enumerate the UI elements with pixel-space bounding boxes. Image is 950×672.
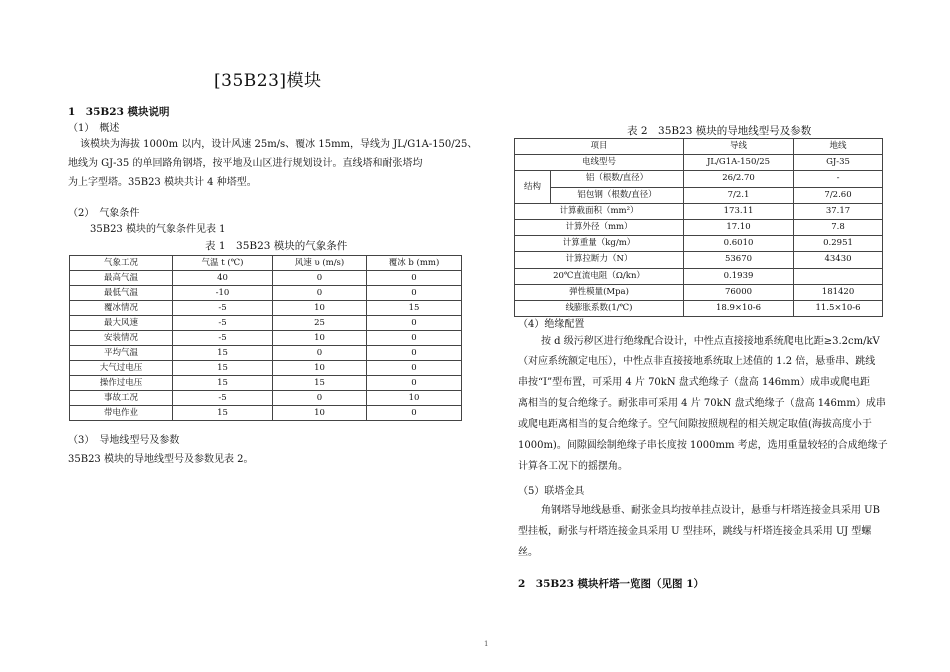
table-cell: 181420: [794, 284, 883, 300]
table-cell: 铝包钢（根数/直径）: [551, 187, 684, 203]
table-cell: 7.8: [794, 220, 883, 236]
conductor-table: [514, 138, 883, 317]
table-row: [515, 155, 883, 171]
insulation-line-2: （对应系统额定电压），中性点非直接接地系统取上述值的 1.2 倍，悬垂串、跳线: [518, 356, 876, 367]
table-cell: 事故工况: [70, 391, 173, 406]
table-cell: 173.11: [684, 203, 794, 219]
table-cell: 10: [273, 331, 367, 346]
table-cell: 线膨胀系数(1/℃): [515, 301, 684, 317]
section-1-4-label: （4）绝缘配置: [518, 319, 585, 330]
table-cell: 0: [367, 286, 462, 301]
table-cell: 计算外径（mm）: [515, 220, 684, 236]
table1-caption: 表 1 35B23 模块的气象条件: [205, 240, 348, 252]
section-1-1-label: （1） 概述: [68, 123, 120, 134]
weather-table: [69, 255, 462, 421]
section-1-3-label: （3） 导地线型号及参数: [68, 435, 180, 446]
table-cell: 0: [367, 361, 462, 376]
table-cell: 43430: [794, 252, 883, 268]
table-cell: 计算重量（kg/m）: [515, 236, 684, 252]
table-row: [515, 252, 883, 268]
table-cell: -: [794, 171, 883, 187]
table-row: [70, 376, 462, 391]
table-header-row: [515, 139, 883, 155]
table-row: [70, 346, 462, 361]
table-header-cell: 导线: [684, 139, 794, 155]
table-cell: 带电作业: [70, 406, 173, 421]
table-cell: 0: [273, 286, 367, 301]
table-cell: 操作过电压: [70, 376, 173, 391]
table-cell: 最低气温: [70, 286, 173, 301]
insulation-line-5: 或爬电距离相当的复合绝缘子。空气间隙按照规程的相关规定取值(海拔高度小于: [518, 419, 872, 430]
table-cell: 15: [173, 406, 273, 421]
table-cell: 11.5×10-6: [794, 301, 883, 317]
table-cell: JL/G1A-150/25: [684, 155, 794, 171]
table-header-cell: 风速 υ (m/s): [273, 256, 367, 271]
overview-line-2: 地线为 GJ-35 的单回路角钢塔，按平地及山区进行规划设计。直线塔和耐张塔均: [68, 158, 423, 169]
overview-line-3: 为上字型塔。35B23 模块共计 4 种塔型。: [68, 177, 257, 188]
table-cell: 10: [273, 406, 367, 421]
table-row: [70, 406, 462, 421]
fittings-line-1: 角钢塔导地线悬垂、耐张金具均按单挂点设计，悬垂与杆塔连接金具采用 UB: [541, 505, 880, 516]
table-cell: 15: [173, 376, 273, 391]
table-cell: GJ-35: [794, 155, 883, 171]
table-cell: 7/2.1: [684, 187, 794, 203]
table-header-cell: 覆冰 b (mm): [367, 256, 462, 271]
table-cell: 计算拉断力（N）: [515, 252, 684, 268]
overview-line-1: 该模块为海拔 1000m 以内，设计风速 25m/s、覆冰 15mm，导线为 JL/G1A-150/25、: [80, 139, 478, 150]
table-row: [515, 236, 883, 252]
weather-intro: 35B23 模块的气象条件见表 1: [90, 224, 226, 235]
insulation-line-6: 1000m)。间隙圆绘制绝缘子串长度按 1000mm 考虑，选用重量较轻的合成绝缘子: [518, 440, 888, 451]
table-cell: 15: [273, 376, 367, 391]
table-cell: -5: [173, 316, 273, 331]
table-header-cell: 气象工况: [70, 256, 173, 271]
table-row: [70, 391, 462, 406]
insulation-line-1: 按 d 级污秽区进行绝缘配合设计，中性点直接接地系统爬电比距≥3.2cm/kV: [541, 336, 880, 347]
table-row: [515, 187, 883, 203]
table-cell: 37.17: [794, 203, 883, 219]
table-cell: 0: [367, 406, 462, 421]
table-cell: 76000: [684, 284, 794, 300]
table-cell: 0.2951: [794, 236, 883, 252]
table-cell: 0: [367, 271, 462, 286]
fittings-line-3: 丝。: [518, 547, 538, 558]
section-1-5-label: （5）联塔金具: [518, 486, 585, 497]
table-cell: 0: [273, 391, 367, 406]
table-cell: 10: [273, 361, 367, 376]
table-cell: 15: [173, 361, 273, 376]
table-row: [515, 203, 883, 219]
table-cell: 17.10: [684, 220, 794, 236]
table2-caption: 表 2 35B23 模块的导地线型号及参数: [627, 125, 812, 137]
table-row: [70, 331, 462, 346]
table-cell: 26/2.70: [684, 171, 794, 187]
table-cell: 覆冰情况: [70, 301, 173, 316]
table-header-cell: 气温 t (℃): [173, 256, 273, 271]
page-number: 1: [484, 640, 489, 648]
section-1-2-label: （2） 气象条件: [68, 208, 140, 219]
table-cell: 0: [367, 346, 462, 361]
table-header-cell: 地线: [794, 139, 883, 155]
table-cell: 0: [367, 376, 462, 391]
table-cell: -5: [173, 301, 273, 316]
table-cell: 0: [273, 271, 367, 286]
table-cell: 18.9×10-6: [684, 301, 794, 317]
table-cell: 0: [273, 346, 367, 361]
table-cell: 0: [367, 331, 462, 346]
table-cell: 15: [367, 301, 462, 316]
table-header-row: [70, 256, 462, 271]
table-cell: 40: [173, 271, 273, 286]
table-cell: 0.1939: [684, 268, 794, 284]
table-cell: 10: [273, 301, 367, 316]
table-row: [70, 301, 462, 316]
table-cell: 结构: [515, 171, 551, 203]
table-cell: 25: [273, 316, 367, 331]
table-cell: -5: [173, 391, 273, 406]
table-cell: 平均气温: [70, 346, 173, 361]
table-row: [515, 171, 883, 187]
fittings-line-2: 型挂板，耐张与杆塔连接金具采用 U 型挂环，跳线与杆塔连接金具采用 UJ 型螺: [518, 526, 872, 537]
table-cell: -10: [173, 286, 273, 301]
table-cell: 53670: [684, 252, 794, 268]
conductor-intro: 35B23 模块的导地线型号及参数见表 2。: [68, 454, 254, 465]
table-cell: 15: [173, 346, 273, 361]
table-cell: 弹性模量(Mpa): [515, 284, 684, 300]
table-cell: 计算截面积（mm²）: [515, 203, 684, 219]
section-2-heading: 2 35B23 模块杆塔一览图（见图 1）: [518, 578, 705, 590]
table-header-cell: 项目: [515, 139, 684, 155]
table-row: [515, 268, 883, 284]
table-cell: 安装情况: [70, 331, 173, 346]
table-cell: 0.6010: [684, 236, 794, 252]
table-cell: -5: [173, 331, 273, 346]
insulation-line-4: 离相当的复合绝缘子。耐张串可采用 4 片 70kN 盘式绝缘子（盘高 146mm）成串: [518, 398, 886, 409]
section-1-heading: 1 35B23 模块说明: [68, 106, 170, 118]
table-row: [515, 220, 883, 236]
table-cell: 20℃直流电阻（Ω/kn）: [515, 268, 684, 284]
table-row: [515, 301, 883, 317]
table-row: [70, 271, 462, 286]
table-cell: [794, 268, 883, 284]
table-cell: 0: [367, 316, 462, 331]
table-row: [70, 286, 462, 301]
insulation-line-3: 串按“I”型布置，可采用 4 片 70kN 盘式绝缘子（盘高 146mm）成串或爬电距: [518, 377, 871, 388]
table-row: [515, 284, 883, 300]
table-cell: 10: [367, 391, 462, 406]
table-cell: 大气过电压: [70, 361, 173, 376]
table-cell: 电线型号: [515, 155, 684, 171]
insulation-line-7: 计算各工况下的摇摆角。: [518, 461, 628, 472]
table-row: [70, 316, 462, 331]
table-cell: 铝（根数/直径）: [551, 171, 684, 187]
table-cell: 最高气温: [70, 271, 173, 286]
table-cell: 最大风速: [70, 316, 173, 331]
table-row: [70, 361, 462, 376]
page-title: [35B23]模块: [214, 71, 322, 91]
table-cell: 7/2.60: [794, 187, 883, 203]
